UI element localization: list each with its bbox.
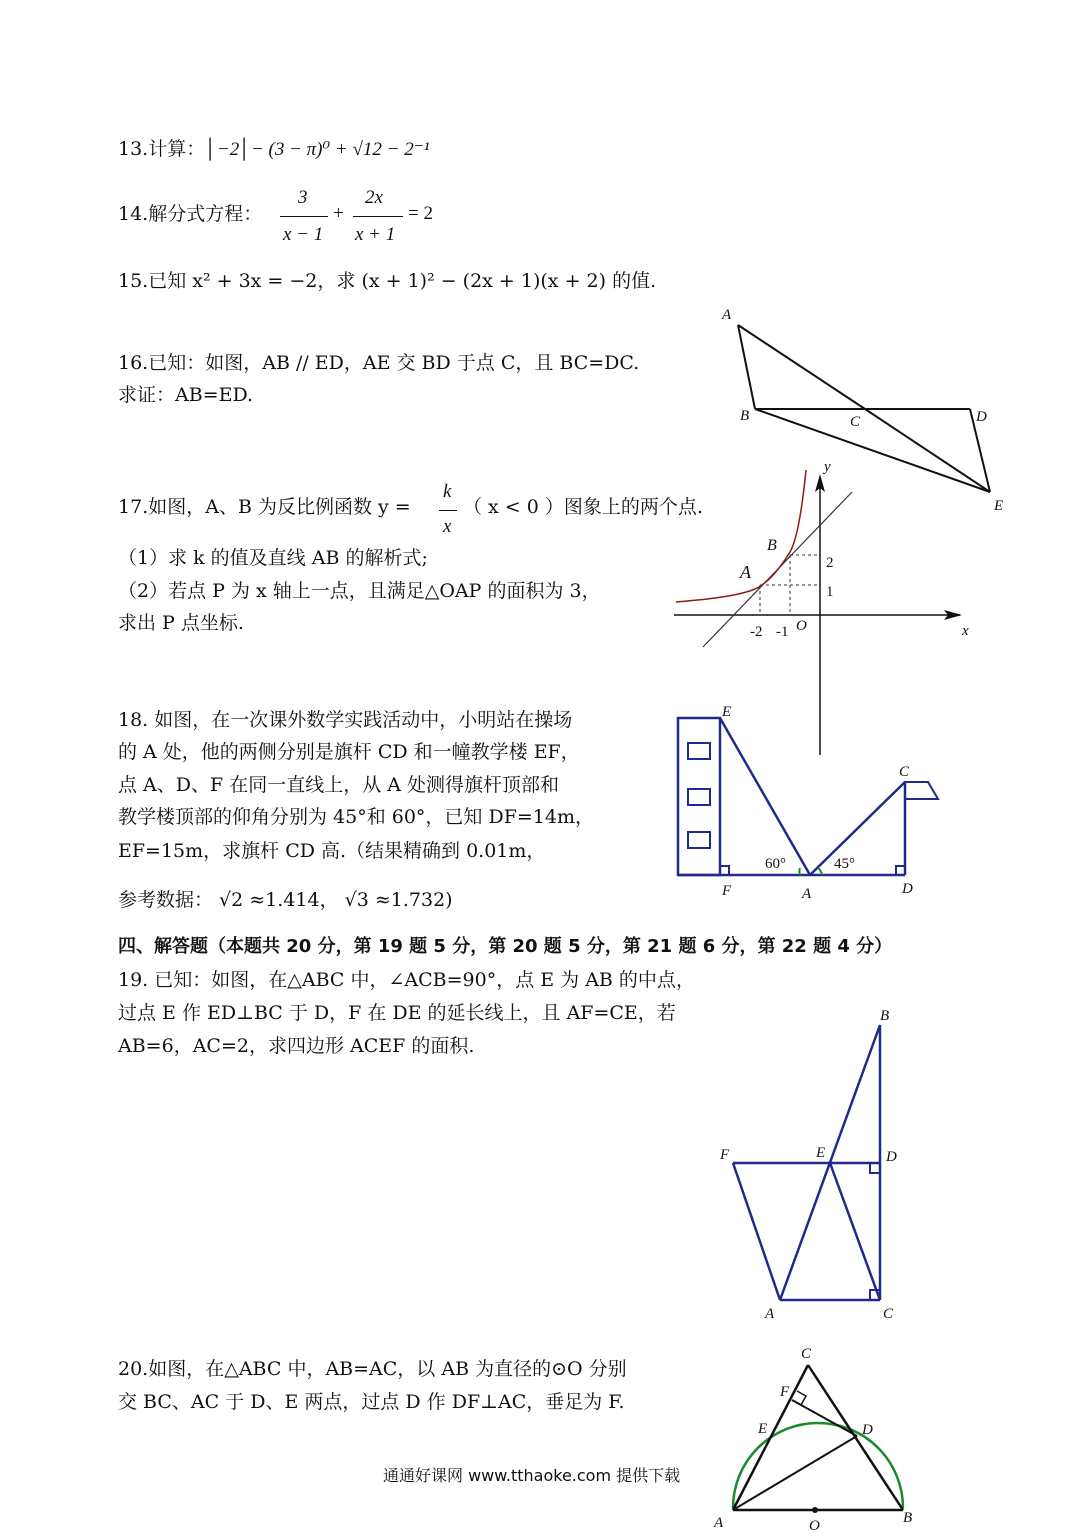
problem-18-line4: 教学楼顶部的仰角分别为 45°和 60°，已知 DF=14m， <box>118 806 595 828</box>
figure-18 <box>678 718 938 875</box>
fig16-label-A: A <box>722 307 732 323</box>
p17-stem-pre: 17.如图，A、B 为反比例函数 y = <box>118 496 411 518</box>
fig19-label-A: A <box>765 1306 775 1322</box>
fig18-label-A: A <box>802 886 812 902</box>
fig18-window-2 <box>688 789 710 805</box>
fig19-label-D: D <box>886 1149 897 1165</box>
footer-source: 通通好课网 www.tthaoke.com 提供下载 <box>383 1466 681 1485</box>
fig18-right-angle-D <box>896 866 905 875</box>
problem-19-line3: AB=6，AC=2，求四边形 ACEF 的面积. <box>118 1035 475 1057</box>
fig17-label-y: y <box>824 459 831 475</box>
fig20-label-O: O <box>809 1518 820 1534</box>
problem-19-line1: 19. 已知：如图，在△ABC 中，∠ACB=90°，点 E 为 AB 的中点， <box>118 969 695 991</box>
problem-13-expression: │−2│− (3 − π)⁰ + √12 − 2⁻¹ <box>205 139 430 160</box>
fig16-line-BE <box>755 409 990 492</box>
fig19-label-C: C <box>883 1306 894 1322</box>
problem-18-line3: 点 A、D、F 在同一直线上，从 A 处测得旗杆顶部和 <box>118 774 560 796</box>
p14-fraction1-denominator: x − 1 <box>283 224 324 245</box>
fig17-label-O: O <box>796 618 807 634</box>
fig18-line-EA <box>720 718 810 875</box>
fig16-label-B: B <box>740 408 750 424</box>
fig18-label-F: F <box>722 883 732 899</box>
problem-18-line2: 的 A 处，他的两侧分别是旗杆 CD 和一幢教学楼 EF， <box>118 741 580 763</box>
fig20-label-C: C <box>801 1346 812 1362</box>
fig18-window-1 <box>688 743 710 759</box>
fig18-label-D: D <box>902 881 913 897</box>
fig20-line-FD <box>792 1400 857 1436</box>
fig16-line-AB <box>738 325 755 409</box>
fig18-angle-45: 45° <box>834 856 855 872</box>
fig18-angle-60: 60° <box>765 856 786 872</box>
section-4-heading: 四、解答题（本题共 20 分，第 19 题 5 分，第 20 题 5 分，第 21 题 6 分，第 22 题 4 分） <box>118 936 893 957</box>
fig16-label-E: E <box>994 498 1004 514</box>
problem-13-number: 13.计算： <box>118 138 206 160</box>
fig17-tick-neg2: -2 <box>750 624 763 640</box>
fig20-label-E: E <box>758 1421 768 1437</box>
p14-plus: + <box>333 203 344 224</box>
problem-18-line6: 参考数据： √2 ≈1.414， √3 ≈1.732) <box>118 889 453 911</box>
fig18-flag <box>905 782 938 799</box>
fig17-tick-neg1: -1 <box>776 624 789 640</box>
fig17-label-A: A <box>740 562 751 582</box>
problem-16-line1: 16.已知：如图，AB // ED，AE 交 BD 于点 C，且 BC=DC. <box>118 352 640 374</box>
figure-16 <box>738 325 990 492</box>
figure-19 <box>733 1025 880 1300</box>
fig18-label-E: E <box>722 704 732 720</box>
p17-fraction-numerator: k <box>443 481 452 502</box>
fig20-label-D: D <box>862 1422 873 1438</box>
fig19-right-angle-D <box>870 1163 880 1173</box>
problem-17-q2: （2）若点 P 为 x 轴上一点，且满足△OAP 的面积为 3， <box>118 580 601 602</box>
figure-17 <box>674 470 962 755</box>
fig18-line-AC <box>810 782 905 875</box>
p14-fraction2-denominator: x + 1 <box>355 224 396 245</box>
fig18-angle-arc-60 <box>799 868 800 875</box>
fig17-label-x: x <box>962 623 969 639</box>
p14-fraction2-numerator: 2x <box>365 187 383 208</box>
problem-20-line2: 交 BC、AC 于 D、E 两点，过点 D 作 DF⊥AC，垂足为 F. <box>118 1391 625 1413</box>
fig19-label-B: B <box>880 1008 890 1024</box>
problem-15: 15.已知 x² + 3x = −2，求 (x + 1)² − (2x + 1)(x + 2) 的值. <box>118 270 657 292</box>
fig19-line-FA <box>733 1163 780 1300</box>
fig17-tick-1: 1 <box>826 584 834 600</box>
fig16-label-D: D <box>976 409 987 425</box>
fig20-label-B: B <box>903 1510 913 1526</box>
problem-18-line5: EF=15m，求旗杆 CD 高.（结果精确到 0.01m， <box>118 840 546 862</box>
problem-16-line2: 求证：AB=ED. <box>118 384 254 406</box>
fig20-label-A: A <box>714 1515 724 1531</box>
p17-stem-post: （ x < 0 ）图象上的两个点. <box>463 496 703 518</box>
fig17-label-B: B <box>767 537 777 554</box>
p14-rhs: = 2 <box>408 203 433 224</box>
fig16-label-C: C <box>850 414 861 430</box>
fig19-label-E: E <box>816 1145 826 1161</box>
p17-fraction-denominator: x <box>443 516 452 537</box>
fig20-label-F: F <box>780 1384 790 1400</box>
fig17-tick-2: 2 <box>826 555 834 571</box>
p14-fraction1-numerator: 3 <box>298 187 308 208</box>
fig18-label-C: C <box>899 764 910 780</box>
fig20-center-O <box>812 1507 818 1513</box>
fig19-line-EC <box>830 1163 880 1300</box>
figure-20 <box>733 1365 903 1513</box>
problem-20-line1: 20.如图，在△ABC 中，AB=AC，以 AB 为直径的⊙O 分别 <box>118 1358 627 1380</box>
fig18-right-angle-F <box>720 866 729 875</box>
problem-17-q1: （1）求 k 的值及直线 AB 的解析式; <box>118 547 428 569</box>
fig17-hyperbola <box>676 470 806 602</box>
problem-14-number: 14.解分式方程： <box>118 203 263 225</box>
problem-18-line1: 18. 如图，在一次课外数学实践活动中，小明站在操场 <box>118 709 573 731</box>
fig18-building <box>678 718 720 875</box>
fig18-window-3 <box>688 832 710 848</box>
problem-17-q3: 求出 P 点坐标. <box>118 612 244 634</box>
fig19-label-F: F <box>720 1147 730 1163</box>
problem-19-line2: 过点 E 作 ED⊥BC 于 D，F 在 DE 的延长线上，且 AF=CE，若 <box>118 1002 676 1024</box>
